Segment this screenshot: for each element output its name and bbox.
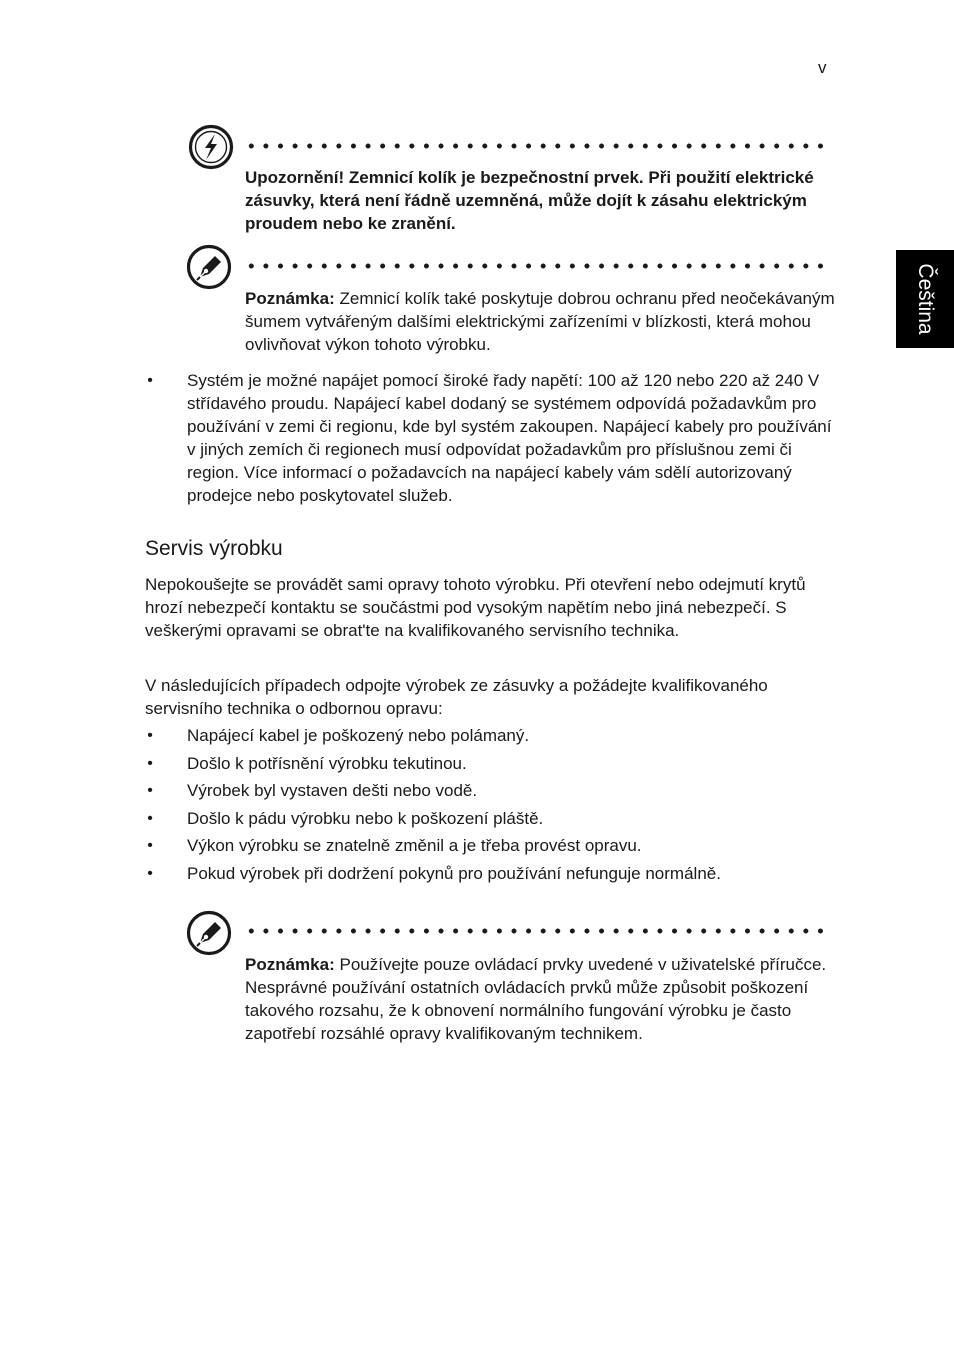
bullet-mark: •	[147, 754, 153, 772]
note-2-text	[245, 953, 835, 1045]
list-item-text: Napájecí kabel je poškozený nebo polámaný.	[187, 726, 530, 745]
list-item-text: Došlo k pádu výrobku nebo k poškození pláště.	[187, 808, 544, 828]
pen-note-icon	[186, 244, 232, 290]
list-item	[145, 862, 835, 890]
page-number: v	[818, 58, 827, 77]
bullet-mark: •	[147, 837, 153, 855]
bullet-mark: •	[147, 864, 153, 882]
list-item	[145, 779, 835, 807]
language-tab-label: Čeština	[914, 263, 937, 335]
pen-note-icon	[186, 910, 232, 956]
service-bullet-list	[145, 724, 835, 890]
power-bullet-text: Systém je možné napájet pomocí široké řady napětí: 100 až 120 nebo 220 až 240 V střídavého proudu. Napájecí kabel dodaný se systémem odpovídá požadavkům pro používání v zemi či regionu, kde byl systém zakoupen. Napájecí kabely pro používání v jiných zemích či regionech musí odpovídat požadavkům pro příslušnou zemi či region. Více informací o požadavcích na napájecí kabely vám sdělí autorizovaný prodejce nebo poskytovatel služeb.	[187, 371, 832, 505]
power-bullet-list	[145, 369, 835, 507]
list-item	[145, 752, 835, 780]
note-2-divider	[244, 928, 832, 934]
bullet-mark: •	[147, 727, 153, 744]
note-1-label: Poznámka:	[245, 289, 335, 308]
note-2-label: Poznámka:	[245, 955, 335, 974]
note-1-body: Zemnicí kolík také poskytuje dobrou ochranu před neočekávaným šumem vytvářeným dalšími elektrickými zařízeními v blízkosti, která mohou ovlivňovat výkon tohoto výrobku.	[245, 289, 835, 354]
lightning-warning-icon	[188, 124, 234, 170]
list-item	[145, 807, 835, 835]
bullet-mark: •	[147, 782, 153, 800]
section-heading: Servis výrobku	[145, 537, 283, 560]
bullet-mark: •	[147, 809, 153, 827]
warning-text: Upozornění! Zemnicí kolík je bezpečnostní prvek. Při použití elektrické zásuvky, která není řádně uzemněná, může dojít k zásahu elektrickým proudem nebo ke zranění.	[245, 168, 814, 233]
list-item-text: Výkon výrobku se znatelně změnil a je třeba provést opravu.	[187, 836, 642, 856]
note-1-divider	[244, 263, 832, 269]
list-item	[145, 834, 835, 862]
list-item-text: Došlo k potřísnění výrobku tekutinou.	[187, 753, 467, 773]
service-paragraph-1: Nepokoušejte se provádět sami opravy tohoto výrobku. Při otevření nebo odejmutí krytů hrozí nebezpečí kontaktu se součástmi pod vysokým napětím nebo jiná nebezpečí. S veškerými opravami se obrat'te na kvalifikovaného servisního technika.	[145, 575, 806, 640]
list-item	[145, 369, 835, 507]
warning-divider	[244, 143, 832, 149]
service-paragraph-2: V následujících případech odpojte výrobek ze zásuvky a požádejte kvalifikovaného servisního technika o odbornou opravu:	[145, 676, 768, 718]
language-tab	[896, 250, 954, 348]
note-2-body: Používejte pouze ovládací prvky uvedené v uživatelské příručce. Nesprávné používání ostatních ovládacích prvků může způsobit poškození takového rozsahu, že k obnovení normálního fungování výrobku je často zapotřebí rozsáhlé opravy kvalifikovaným technikem.	[245, 955, 827, 1043]
list-item-text: Výrobek byl vystaven dešti nebo vodě.	[187, 781, 478, 801]
note-1-text	[245, 287, 835, 356]
list-item	[145, 724, 835, 752]
list-item-text: Pokud výrobek při dodržení pokynů pro používání nefunguje normálně.	[187, 863, 721, 883]
bullet-mark: •	[147, 372, 153, 389]
